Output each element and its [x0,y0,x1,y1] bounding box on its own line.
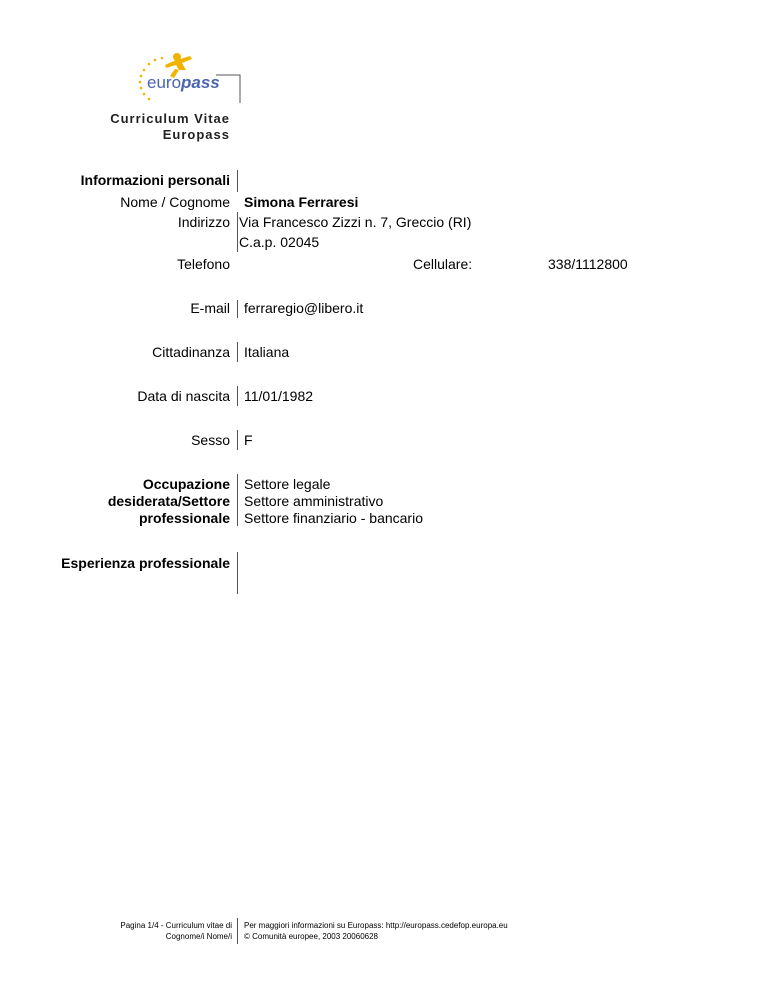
europass-logo-graphic [130,48,242,104]
occupation-label-line1: Occupazione [142,476,230,492]
birthdate-label: Data di nascita [137,388,230,404]
separator-line [237,474,238,526]
name-value: Simona Ferraresi [244,194,359,210]
occupation-value-line1: Settore legale [244,476,331,492]
footer-left-line1: Pagina 1/4 - Curriculum vitae di [120,921,232,930]
gender-value: F [244,432,253,448]
logo-text-euro: euro [147,73,182,92]
mobile-label: Cellulare: [413,256,473,272]
name-label: Nome / Cognome [120,194,230,210]
separator-line [237,212,238,252]
address-label: Indirizzo [177,214,230,230]
separator-line [237,552,238,594]
mobile-value: 338/1112800 [548,256,628,272]
occupation-value-line2: Settore amministrativo [244,493,384,509]
section-title-personal: Informazioni personali [80,172,230,188]
section-title-experience: Esperienza professionale [61,555,230,571]
logo-text-pass: pass [181,73,220,92]
email-value: ferraregio@libero.it [244,300,364,316]
separator-line [237,386,238,406]
footer-separator [237,918,238,944]
address-line1: Via Francesco Zizzi n. 7, Greccio (RI) [239,214,472,230]
footer-right-line2: © Comunità europee, 2003 20060628 [244,932,378,941]
citizenship-label: Cittadinanza [152,344,230,360]
cv-title-line2: Europass [162,127,230,142]
email-label: E-mail [190,300,230,316]
separator-line [237,300,238,318]
separator-line [237,430,238,450]
footer-left-line2: Cognome/i Nome/i [165,932,232,941]
separator-line [237,170,238,192]
birthdate-value: 11/01/1982 [244,388,314,404]
gender-label: Sesso [191,432,230,448]
phone-label: Telefono [177,256,230,272]
occupation-label-line2: desiderata/Settore [107,493,230,509]
separator-line [237,342,238,362]
cv-title-line1: Curriculum Vitae [110,111,230,126]
europass-logo [130,48,242,104]
address-line2: C.a.p. 02045 [239,234,320,250]
footer-right-line1: Per maggiori informazioni su Europass: http://europass.cedefop.europa.eu [244,921,508,930]
occupation-label-line3: professionale [138,510,230,526]
occupation-value-line3: Settore finanziario - bancario [244,510,423,526]
citizenship-value: Italiana [244,344,290,360]
